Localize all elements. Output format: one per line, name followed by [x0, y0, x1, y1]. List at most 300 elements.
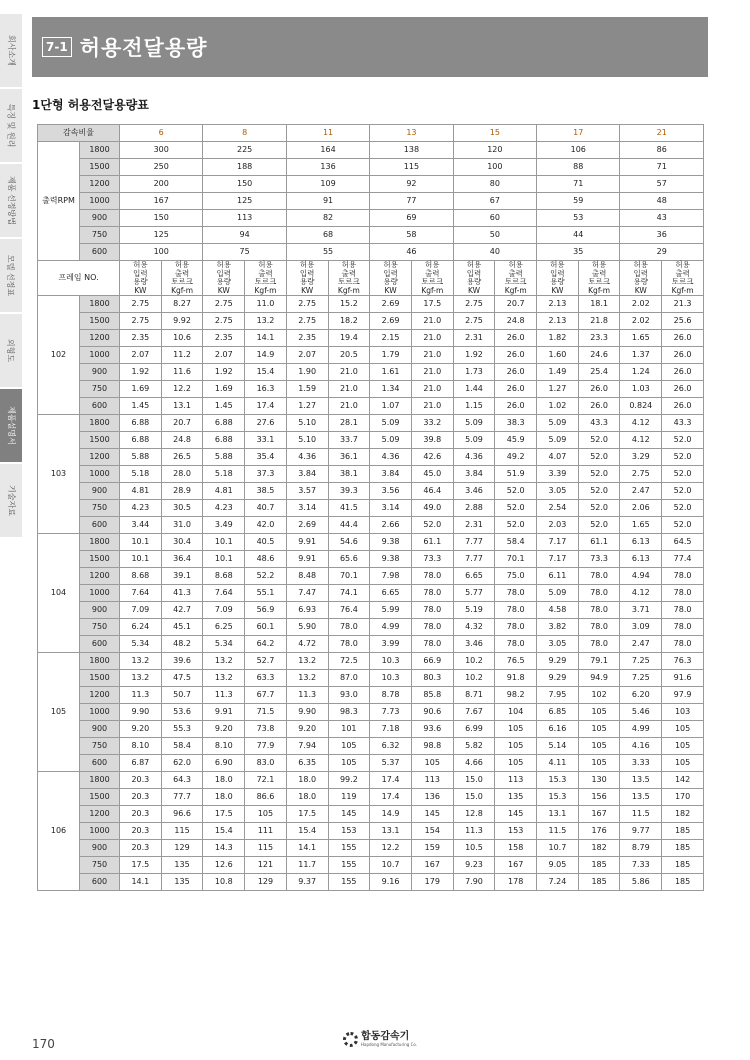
rpm-cell: 900 — [80, 721, 120, 738]
value-cell: 2.75 — [203, 296, 245, 313]
value-cell: 40.5 — [245, 534, 287, 551]
rpm-cell: 1200 — [80, 449, 120, 466]
value-cell: 185 — [578, 874, 620, 891]
value-cell: 18.0 — [203, 772, 245, 789]
value-cell: 9.20 — [120, 721, 162, 738]
sidebar-tab[interactable] — [0, 239, 22, 312]
value-cell: 18.0 — [203, 789, 245, 806]
torque-header-line: 허용 — [675, 260, 690, 269]
value-cell: 78.0 — [662, 568, 704, 585]
table-row — [38, 755, 704, 772]
value-cell: 60.1 — [245, 619, 287, 636]
value-cell: 73.3 — [578, 551, 620, 568]
value-cell: 47.5 — [161, 670, 203, 687]
rpm-value-cell: 150 — [203, 176, 286, 193]
value-cell: 14.1 — [245, 330, 287, 347]
torque-header-line: 허용 — [591, 260, 607, 269]
value-cell: 11.3 — [286, 687, 328, 704]
value-cell: 52.0 — [495, 483, 537, 500]
value-cell: 78.0 — [495, 619, 537, 636]
value-cell: 1.61 — [370, 364, 412, 381]
value-cell: 14.3 — [203, 840, 245, 857]
value-cell: 9.38 — [370, 534, 412, 551]
value-cell: 1.27 — [537, 381, 579, 398]
value-cell: 15.3 — [537, 789, 579, 806]
value-cell: 93.6 — [411, 721, 453, 738]
sidebar-tab[interactable] — [0, 314, 22, 387]
value-cell: 4.58 — [537, 602, 579, 619]
value-cell: 9.91 — [203, 704, 245, 721]
rpm-cell: 1800 — [80, 142, 120, 159]
value-cell: 113 — [411, 772, 453, 789]
value-cell: 105 — [578, 721, 620, 738]
torque-header-line: 토르크 — [671, 277, 694, 286]
value-cell: 10.5 — [453, 840, 495, 857]
value-cell: 13.2 — [286, 653, 328, 670]
value-cell: 7.33 — [620, 857, 662, 874]
kw-header-line: KW — [217, 285, 230, 295]
rpm-value-cell: 29 — [620, 244, 704, 261]
rpm-value-cell: 113 — [203, 210, 286, 227]
value-cell: 17.4 — [370, 789, 412, 806]
rpm-value-cell: 300 — [120, 142, 203, 159]
sidebar-tab[interactable] — [0, 14, 22, 87]
table-row — [38, 364, 704, 381]
table-row — [38, 568, 704, 585]
value-cell: 63.3 — [245, 670, 287, 687]
value-cell: 26.0 — [662, 330, 704, 347]
table-row — [38, 551, 704, 568]
value-cell: 78.0 — [662, 619, 704, 636]
value-cell: 43.3 — [662, 415, 704, 432]
value-cell: 4.81 — [203, 483, 245, 500]
value-cell: 5.88 — [120, 449, 162, 466]
ratio-cell: 11 — [286, 125, 369, 142]
value-cell: 1.49 — [537, 364, 579, 381]
rpm-value-cell: 48 — [620, 193, 704, 210]
rpm-value-cell: 82 — [286, 210, 369, 227]
torque-header-line: 토르크 — [254, 277, 277, 286]
value-cell: 3.84 — [453, 466, 495, 483]
value-cell: 145 — [411, 806, 453, 823]
value-cell: 26.5 — [161, 449, 203, 466]
value-cell: 6.88 — [120, 432, 162, 449]
value-cell: 4.94 — [620, 568, 662, 585]
value-cell: 8.78 — [370, 687, 412, 704]
value-cell: 1.37 — [620, 347, 662, 364]
value-cell: 9.91 — [286, 551, 328, 568]
rpm-value-cell: 120 — [453, 142, 536, 159]
value-cell: 145 — [328, 806, 370, 823]
torque-header-line: 출력 — [675, 268, 690, 278]
value-cell: 17.5 — [120, 857, 162, 874]
value-cell: 21.0 — [328, 381, 370, 398]
value-cell: 6.13 — [620, 551, 662, 568]
value-cell: 9.92 — [161, 313, 203, 330]
value-cell: 26.0 — [662, 381, 704, 398]
value-cell: 113 — [495, 772, 537, 789]
value-cell: 25.4 — [578, 364, 620, 381]
rpm-cell: 600 — [80, 874, 120, 891]
value-cell: 3.33 — [620, 755, 662, 772]
value-cell: 13.2 — [120, 653, 162, 670]
rpm-value-cell: 58 — [370, 227, 453, 244]
value-cell: 21.0 — [411, 364, 453, 381]
rpm-value-cell: 138 — [370, 142, 453, 159]
value-cell: 49.2 — [495, 449, 537, 466]
value-cell: 20.3 — [120, 840, 162, 857]
value-cell: 11.3 — [453, 823, 495, 840]
rpm-value-cell: 44 — [537, 227, 620, 244]
value-cell: 2.35 — [120, 330, 162, 347]
value-cell: 4.07 — [537, 449, 579, 466]
kw-header-line: 용량 — [383, 277, 398, 286]
value-cell: 170 — [662, 789, 704, 806]
value-cell: 3.99 — [370, 636, 412, 653]
value-cell: 185 — [662, 840, 704, 857]
value-cell: 11.3 — [203, 687, 245, 704]
value-cell: 20.7 — [161, 415, 203, 432]
rpm-cell: 900 — [80, 840, 120, 857]
rpm-cell: 1500 — [80, 432, 120, 449]
torque-header — [495, 261, 537, 296]
value-cell: 52.0 — [411, 517, 453, 534]
value-cell: 98.3 — [328, 704, 370, 721]
torque-header-line: Kgf-m — [671, 285, 694, 295]
value-cell: 9.90 — [120, 704, 162, 721]
table-row — [38, 874, 704, 891]
table-row — [38, 330, 704, 347]
value-cell: 15.0 — [453, 789, 495, 806]
value-cell: 67.7 — [245, 687, 287, 704]
torque-header — [411, 261, 453, 296]
value-cell: 11.3 — [120, 687, 162, 704]
value-cell: 78.0 — [495, 636, 537, 653]
value-cell: 62.0 — [161, 755, 203, 772]
value-cell: 2.69 — [370, 313, 412, 330]
rpm-cell: 600 — [80, 244, 120, 261]
value-cell: 64.5 — [662, 534, 704, 551]
value-cell: 11.2 — [161, 347, 203, 364]
value-cell: 10.7 — [537, 840, 579, 857]
table-row — [38, 585, 704, 602]
value-cell: 26.0 — [662, 347, 704, 364]
rpm-cell: 1200 — [80, 806, 120, 823]
value-cell: 2.07 — [120, 347, 162, 364]
rpm-value-cell: 75 — [203, 244, 286, 261]
kw-header-line: KW — [384, 285, 397, 295]
rpm-value-cell: 200 — [120, 176, 203, 193]
torque-header-line: Kgf-m — [337, 285, 360, 295]
rpm-cell: 1800 — [80, 772, 120, 789]
table-row — [38, 415, 704, 432]
value-cell: 2.66 — [370, 517, 412, 534]
rpm-value-cell: 188 — [203, 159, 286, 176]
value-cell: 8.71 — [453, 687, 495, 704]
value-cell: 77.4 — [662, 551, 704, 568]
sidebar-tab[interactable] — [0, 89, 22, 162]
rpm-value-cell: 164 — [286, 142, 369, 159]
value-cell: 78.0 — [578, 636, 620, 653]
value-cell: 8.68 — [120, 568, 162, 585]
value-cell: 45.0 — [411, 466, 453, 483]
value-cell: 53.6 — [161, 704, 203, 721]
value-cell: 4.32 — [453, 619, 495, 636]
torque-header-line: Kgf-m — [504, 285, 527, 295]
value-cell: 20.3 — [120, 772, 162, 789]
torque-header-line: 토르크 — [504, 277, 527, 286]
value-cell: 21.8 — [578, 313, 620, 330]
value-cell: 105 — [578, 755, 620, 772]
rpm-cell: 1000 — [80, 466, 120, 483]
value-cell: 52.7 — [245, 653, 287, 670]
value-cell: 13.1 — [537, 806, 579, 823]
value-cell: 65.6 — [328, 551, 370, 568]
value-cell: 15.3 — [537, 772, 579, 789]
value-cell: 142 — [662, 772, 704, 789]
value-cell: 98.2 — [495, 687, 537, 704]
sidebar-tab-label: 외형도 — [6, 338, 16, 363]
value-cell: 17.5 — [203, 806, 245, 823]
sidebar-tab-label: 제품 선정방법 — [6, 176, 16, 225]
value-cell: 5.37 — [370, 755, 412, 772]
rpm-value-cell: 225 — [203, 142, 286, 159]
rpm-cell: 1500 — [80, 670, 120, 687]
value-cell: 105 — [662, 755, 704, 772]
rpm-cell: 1200 — [80, 330, 120, 347]
torque-header-line: 허용 — [174, 260, 190, 269]
value-cell: 5.09 — [370, 432, 412, 449]
value-cell: 52.0 — [578, 483, 620, 500]
value-cell: 78.0 — [411, 602, 453, 619]
capacity-table — [37, 124, 704, 891]
value-cell: 78.0 — [495, 585, 537, 602]
value-cell: 182 — [578, 840, 620, 857]
value-cell: 1.92 — [120, 364, 162, 381]
value-cell: 15.4 — [286, 823, 328, 840]
value-cell: 1.02 — [537, 398, 579, 415]
value-cell: 13.2 — [203, 670, 245, 687]
value-cell: 8.10 — [203, 738, 245, 755]
kw-header-line: 입력 — [299, 268, 315, 278]
value-cell: 155 — [328, 840, 370, 857]
value-cell: 7.77 — [453, 534, 495, 551]
value-cell: 39.1 — [161, 568, 203, 585]
value-cell: 185 — [578, 857, 620, 874]
value-cell: 9.37 — [286, 874, 328, 891]
value-cell: 8.68 — [203, 568, 245, 585]
value-cell: 3.82 — [537, 619, 579, 636]
rpm-value-cell: 68 — [286, 227, 369, 244]
value-cell: 73.3 — [411, 551, 453, 568]
torque-header — [245, 261, 287, 296]
value-cell: 21.0 — [411, 381, 453, 398]
table-title: 1단형 허용전달용량표 — [32, 98, 149, 112]
table-row — [38, 534, 704, 551]
rpm-value-cell: 71 — [620, 159, 704, 176]
kw-header-line: KW — [551, 285, 564, 295]
value-cell: 73.8 — [245, 721, 287, 738]
value-cell: 11.5 — [537, 823, 579, 840]
rpm-cell: 900 — [80, 364, 120, 381]
value-cell: 3.39 — [537, 466, 579, 483]
torque-header — [328, 261, 370, 296]
value-cell: 39.3 — [328, 483, 370, 500]
rpm-cell: 600 — [80, 636, 120, 653]
value-cell: 7.25 — [620, 670, 662, 687]
value-cell: 0.824 — [620, 398, 662, 415]
value-cell: 90.6 — [411, 704, 453, 721]
value-cell: 77.7 — [161, 789, 203, 806]
sidebar-tab-label: 제품설명서 — [6, 406, 16, 445]
value-cell: 2.02 — [620, 313, 662, 330]
value-cell: 79.1 — [578, 653, 620, 670]
ratio-cell: 6 — [120, 125, 203, 142]
value-cell: 7.73 — [370, 704, 412, 721]
kw-header-line: 입력 — [466, 268, 482, 278]
rpm-row — [38, 210, 704, 227]
table-row — [38, 619, 704, 636]
value-cell: 10.1 — [120, 534, 162, 551]
value-cell: 61.1 — [411, 534, 453, 551]
value-cell: 28.1 — [328, 415, 370, 432]
value-cell: 78.0 — [411, 585, 453, 602]
table-row — [38, 738, 704, 755]
sidebar-tab[interactable] — [0, 389, 22, 462]
rpm-value-cell: 167 — [120, 193, 203, 210]
value-cell: 20.7 — [495, 296, 537, 313]
kw-header-line: 입력 — [550, 268, 565, 278]
value-cell: 42.6 — [411, 449, 453, 466]
value-cell: 14.9 — [245, 347, 287, 364]
value-cell: 76.4 — [328, 602, 370, 619]
value-cell: 7.17 — [537, 534, 579, 551]
kw-header — [203, 261, 245, 296]
rpm-cell: 1500 — [80, 551, 120, 568]
rpm-cell: 600 — [80, 398, 120, 415]
torque-header-line: 출력 — [341, 268, 357, 278]
value-cell: 19.4 — [328, 330, 370, 347]
torque-header-line: Kgf-m — [171, 285, 194, 295]
value-cell: 78.0 — [662, 636, 704, 653]
value-cell: 7.17 — [537, 551, 579, 568]
value-cell: 5.10 — [286, 415, 328, 432]
value-cell: 24.6 — [578, 347, 620, 364]
kw-header-line: 용량 — [299, 277, 315, 286]
value-cell: 72.1 — [245, 772, 287, 789]
rpm-value-cell: 88 — [537, 159, 620, 176]
value-cell: 2.54 — [537, 500, 579, 517]
value-cell: 103 — [662, 704, 704, 721]
value-cell: 3.09 — [620, 619, 662, 636]
value-cell: 96.6 — [161, 806, 203, 823]
value-cell: 7.24 — [537, 874, 579, 891]
value-cell: 46.4 — [411, 483, 453, 500]
value-cell: 10.1 — [203, 534, 245, 551]
value-cell: 11.0 — [245, 296, 287, 313]
value-cell: 21.0 — [411, 398, 453, 415]
value-cell: 5.10 — [286, 432, 328, 449]
value-cell: 52.0 — [662, 517, 704, 534]
value-cell: 21.0 — [328, 398, 370, 415]
value-cell: 2.47 — [620, 636, 662, 653]
value-cell: 43.3 — [578, 415, 620, 432]
rpm-value-cell: 57 — [620, 176, 704, 193]
value-cell: 20.3 — [120, 806, 162, 823]
value-cell: 1.07 — [370, 398, 412, 415]
value-cell: 2.07 — [203, 347, 245, 364]
value-cell: 13.2 — [245, 313, 287, 330]
output-rpm-label: 출력RPM — [38, 142, 80, 261]
value-cell: 66.9 — [411, 653, 453, 670]
value-cell: 39.8 — [411, 432, 453, 449]
value-cell: 105 — [411, 755, 453, 772]
value-cell: 26.0 — [495, 330, 537, 347]
value-cell: 4.99 — [370, 619, 412, 636]
value-cell: 105 — [328, 738, 370, 755]
rpm-value-cell: 50 — [453, 227, 536, 244]
value-cell: 17.4 — [370, 772, 412, 789]
value-cell: 7.77 — [453, 551, 495, 568]
value-cell: 6.88 — [120, 415, 162, 432]
value-cell: 115 — [161, 823, 203, 840]
value-cell: 105 — [328, 755, 370, 772]
value-cell: 33.1 — [245, 432, 287, 449]
kw-header — [370, 261, 412, 296]
value-cell: 1.34 — [370, 381, 412, 398]
value-cell: 167 — [495, 857, 537, 874]
value-cell: 78.0 — [328, 619, 370, 636]
value-cell: 26.0 — [662, 364, 704, 381]
value-cell: 56.9 — [245, 602, 287, 619]
value-cell: 119 — [328, 789, 370, 806]
rpm-cell: 750 — [80, 500, 120, 517]
rpm-value-cell: 91 — [286, 193, 369, 210]
page-title: 허용전달용량 — [79, 36, 208, 60]
frame-label-cell: 프레임 NO. — [38, 261, 120, 296]
rpm-cell: 900 — [80, 483, 120, 500]
value-cell: 14.1 — [120, 874, 162, 891]
value-cell: 121 — [245, 857, 287, 874]
kw-header-line: KW — [134, 285, 147, 295]
kw-header-line: 용량 — [633, 277, 649, 286]
rpm-value-cell: 59 — [537, 193, 620, 210]
value-cell: 78.0 — [411, 636, 453, 653]
torque-header-line: Kgf-m — [588, 285, 611, 295]
value-cell: 35.4 — [245, 449, 287, 466]
rpm-cell: 750 — [80, 857, 120, 874]
value-cell: 3.84 — [370, 466, 412, 483]
value-cell: 37.3 — [245, 466, 287, 483]
value-cell: 4.11 — [537, 755, 579, 772]
value-cell: 1.65 — [620, 330, 662, 347]
value-cell: 3.29 — [620, 449, 662, 466]
sidebar-tab[interactable] — [0, 464, 22, 537]
kw-header-line: 허용 — [383, 260, 398, 269]
table-row — [38, 483, 704, 500]
kw-header-line: 용량 — [133, 277, 148, 286]
value-cell: 9.20 — [286, 721, 328, 738]
value-cell: 58.4 — [161, 738, 203, 755]
sidebar-tab[interactable] — [0, 164, 22, 237]
table-row — [38, 704, 704, 721]
value-cell: 20.3 — [120, 823, 162, 840]
rpm-value-cell: 109 — [286, 176, 369, 193]
value-cell: 20.5 — [328, 347, 370, 364]
sidebar-tab-label: 회사소개 — [6, 35, 16, 66]
value-cell: 74.1 — [328, 585, 370, 602]
value-cell: 61.1 — [578, 534, 620, 551]
